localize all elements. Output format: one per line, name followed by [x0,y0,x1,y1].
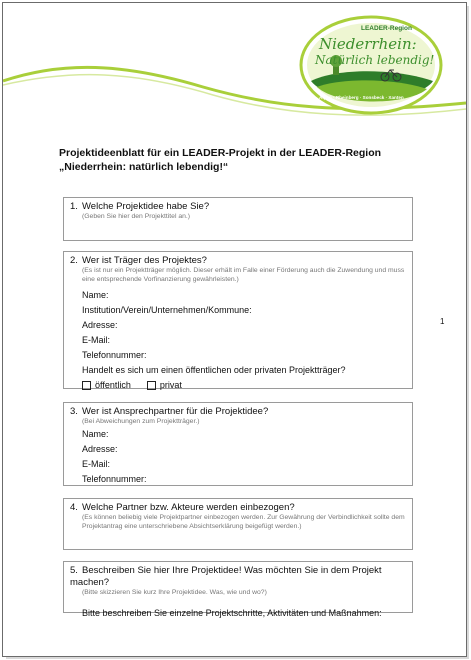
section-3-hint: (Bei Abweichungen zum Projektträger.) [82,418,200,425]
logo-line-1: Niederrhein: [319,35,417,53]
section-3-box[interactable] [63,402,413,486]
logo-municipalities: Alpen · Rheinberg · Sonsbeck · Xanten [319,95,404,100]
section-4-number: 4. [70,502,78,513]
section-1-hint: (Geben Sie hier den Projekttitel an.) [82,213,191,220]
section-3-email-field[interactable]: E-Mail: [82,458,111,469]
section-4-hint: (Es können beliebig viele Projektpartner einbezogen werden. Zur Gewährung der Verbindlichkeit sollte dem Projektantrag eine unterschriebene Absichtserklärung beigefügt werden.) [82,514,405,530]
section-5-number: 5. [70,565,78,576]
section-2-box[interactable] [63,251,413,389]
page-number: 1 [440,317,445,326]
logo-region-label: LEADER-Region [361,25,412,32]
logo-line-2: Natürlich lebendig! [315,53,435,67]
section-2-question: Wer ist Träger des Projektes? [82,255,207,266]
section-3-phone-field[interactable]: Telefonnummer: [82,473,147,484]
section-3-number: 3. [70,406,78,417]
section-5-hint: (Bitte skizzieren Sie kurz Ihre Projektidee. Was, wie und wo?) [82,589,267,596]
public-checkbox[interactable] [82,381,91,390]
section-2-hint: (Es ist nur ein Projektträger möglich. Dieser erhält im Falle einer Förderung auch die Zuwendung und muss eine entsprechende Vorfinanzierung gewährleisten.) [82,267,405,283]
document-title: Projektideenblatt für ein LEADER-Projekt in der LEADER-Region „Niederrhein: natürlich lebendig!“ [59,147,382,173]
private-checkbox-label: privat [159,380,182,390]
section-1-number: 1. [70,201,78,212]
section-4-question: Welche Partner bzw. Akteure werden einbezogen? [82,502,295,513]
section-3-name-field[interactable]: Name: [82,428,109,439]
section-1-question: Welche Projektidee habe Sie? [82,201,210,212]
section-2-public-private-question: Handelt es sich um einen öffentlichen oder privaten Projektträger? [82,365,346,375]
section-2-address-field[interactable]: Adresse: [82,320,118,330]
section-2-number: 2. [70,255,78,266]
section-5-question: Beschreiben Sie hier Ihre Projektidee! Was möchten Sie in dem Projekt machen? [70,565,382,588]
section-2-name-field[interactable]: Name: [82,290,109,300]
section-2-options [82,378,406,392]
section-1-box[interactable] [63,197,413,241]
section-2-institution-field[interactable]: Institution/Verein/Unternehmen/Kommune: [82,305,252,315]
section-3-question: Wer ist Ansprechpartner für die Projektidee? [82,406,269,417]
section-2-email-field[interactable]: E-Mail: [82,335,111,345]
section-2-phone-field[interactable]: Telefonnummer: [82,350,147,360]
section-3-address-field[interactable]: Adresse: [82,443,118,454]
document-page [2,2,467,657]
private-checkbox[interactable] [147,381,156,390]
leader-region-logo [299,11,443,115]
section-5-box[interactable] [63,561,413,618]
section-4-box[interactable] [63,498,413,550]
public-checkbox-label: öffentlich [95,380,131,390]
section-5-steps-prompt[interactable]: Bitte beschreiben Sie einzelne Projektschritte, Aktivitäten und Maßnahmen: [82,607,382,618]
